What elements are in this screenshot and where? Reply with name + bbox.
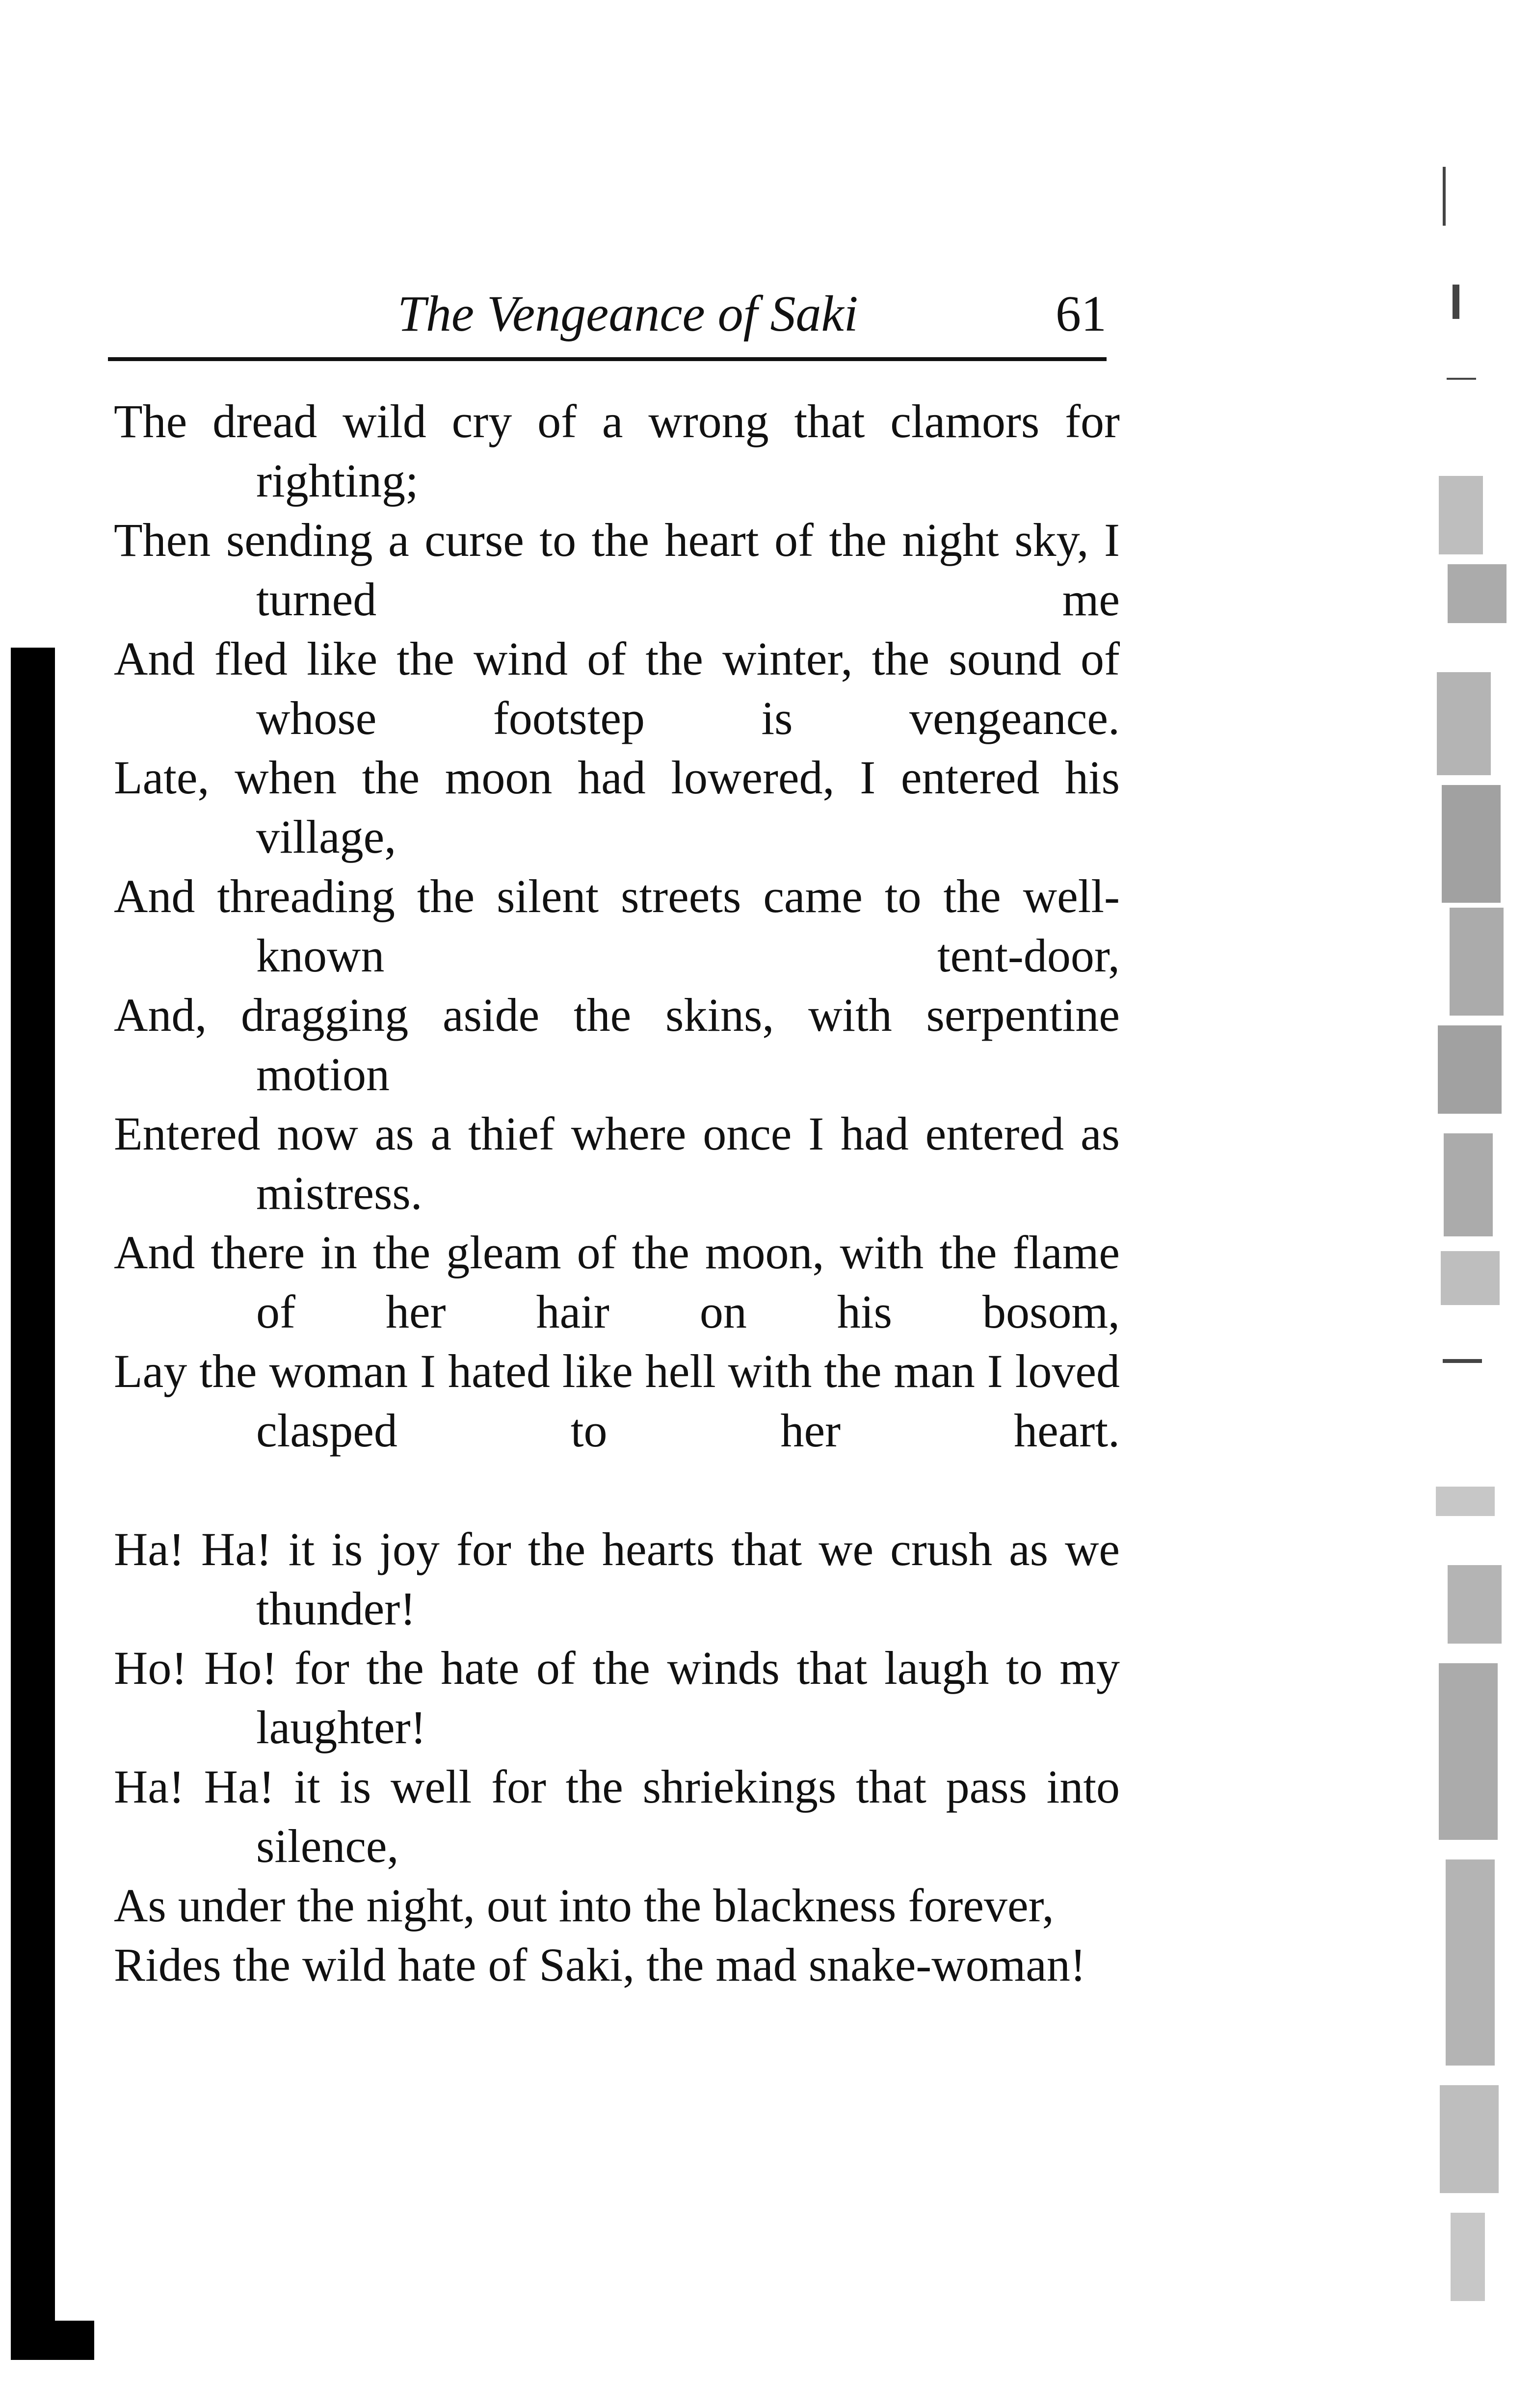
verse-line: Rides the wild hate of Saki, the mad snake-woman! [114, 1938, 1086, 1991]
poem-body [114, 392, 1120, 1994]
running-title: The Vengeance of Saki [397, 286, 858, 342]
verse-line: And there in the gleam of the moon, with the flame of her hair on his bosom, [114, 1226, 1120, 1338]
verse-line: And fled like the wind of the winter, the sound of whose footstep is vengeance. [114, 632, 1120, 744]
verse-line: Entered now as a thief where once I had entered as mistress. [114, 1107, 1120, 1219]
page-number: 61 [1056, 286, 1107, 342]
verse-line: Then sending a curse to the heart of the night sky, I turned me [114, 514, 1120, 626]
verse-line: Ho! Ho! for the hate of the winds that laugh to my laughter! [114, 1642, 1120, 1754]
verse-line: And, dragging aside the skins, with serpentine motion [114, 989, 1120, 1100]
stanza-2 [114, 1519, 1120, 1994]
verse-line: As under the night, out into the blackness forever, [114, 1879, 1054, 1932]
verse-line: Late, when the moon had lowered, I entered his village, [114, 751, 1120, 863]
running-head [108, 275, 1107, 353]
verse-line: The dread wild cry of a wrong that clamors for righting; [114, 395, 1120, 507]
stanza-1 [114, 392, 1120, 1460]
header-rule [108, 357, 1107, 361]
verse-line: Lay the woman I hated like hell with the man I loved clasped to her heart. [114, 1345, 1120, 1457]
verse-line: Ha! Ha! it is joy for the hearts that we crush as we thunder! [114, 1523, 1120, 1635]
verse-line: And threading the silent streets came to the well-known tent-door, [114, 870, 1120, 982]
verse-line: Ha! Ha! it is well for the shriekings that pass into silence, [114, 1760, 1120, 1872]
